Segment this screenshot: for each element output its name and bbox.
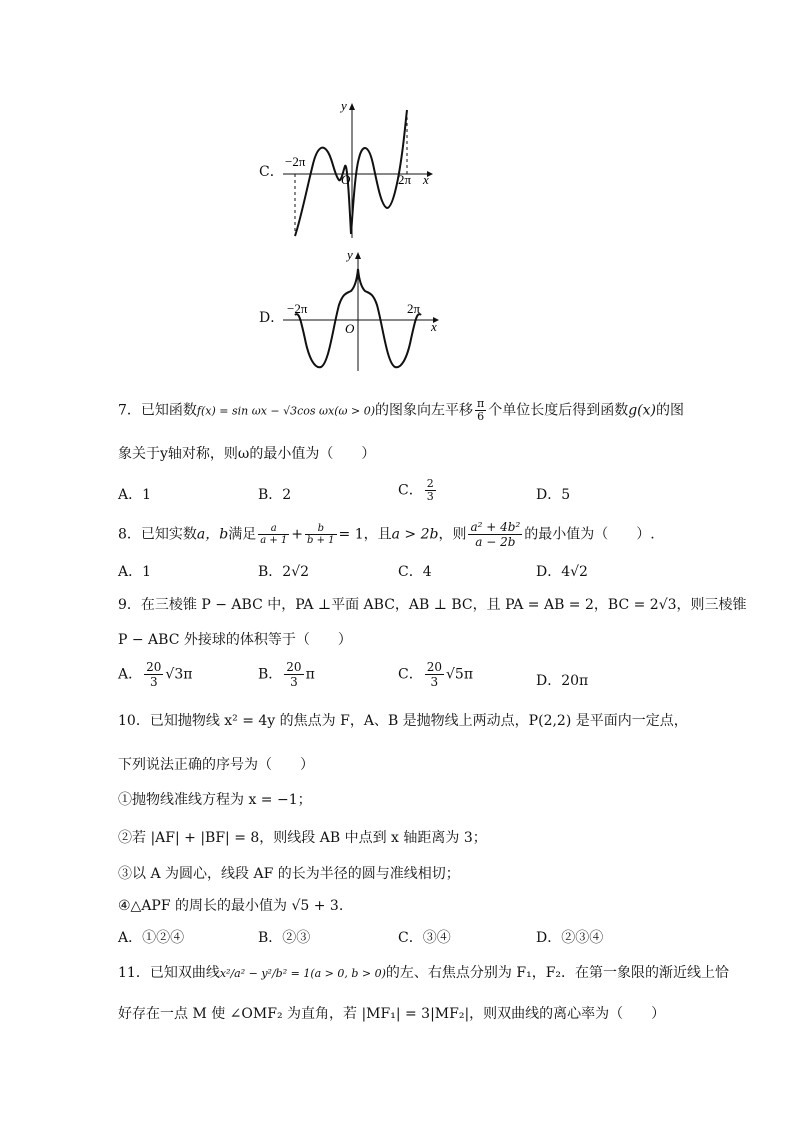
q9-option-c [398, 660, 473, 689]
q7-shift-fraction [475, 398, 486, 423]
q10-statement-3: ③以 A 为圆心，线段 AF 的长为半径的圆与准线相切； [118, 866, 460, 882]
q10-line2: 下列说法正确的序号为（ ） [118, 757, 314, 773]
figure-c-left-tick: −2π [285, 154, 306, 169]
q7-line1 [118, 398, 684, 423]
q7-option-c [398, 478, 438, 503]
q8-expr-num: a² + 4b² [470, 520, 521, 534]
q11-line1 [118, 962, 729, 982]
q8-frac2-num: b [305, 523, 337, 535]
q7-option-c-den: 3 [426, 490, 434, 503]
q7-option-c-num: 2 [426, 477, 434, 490]
figure-d-origin: O [345, 321, 355, 336]
q7-function: f(x) = sin ωx − √3cos ωx(ω > 0) [196, 404, 375, 418]
q9-option-c-label: C． [398, 666, 423, 683]
q10-option-c: C．③④ [398, 930, 451, 946]
q8-option-c: C．4 [398, 564, 432, 580]
figure-d-y-axis-label: y [347, 247, 353, 262]
q9-option-b-num: 20 [286, 660, 302, 674]
q8-option-a: A．1 [118, 564, 152, 580]
q9-option-a-label: A． [118, 666, 143, 683]
q9-option-b-label: B． [258, 666, 283, 683]
figure-d-left-tick: −2π [287, 301, 308, 316]
q11-prefix: 11．已知双曲线 [118, 965, 220, 981]
q8-frac2-den: b + 1 [307, 535, 335, 546]
q9-option-d: D．20π [536, 673, 589, 689]
q9-option-a [118, 660, 192, 689]
figure-c-y-axis-label: y [341, 98, 347, 113]
figure-d-graph [255, 247, 445, 377]
q11-line2: 好存在一点 M 使 ∠OMF₂ 为直角，若 |MF₁| = 3|MF₂|，则双曲线的离心率为（ ） [118, 1006, 666, 1022]
q7-option-c-fraction [425, 478, 436, 503]
q8-option-d: D．4√2 [536, 564, 588, 580]
q10-option-d: D．②③④ [536, 930, 604, 946]
q7-suffix: 个单位长度后得到函数 [488, 402, 629, 419]
q10-statement-1: ①抛物线准线方程为 x = −1； [118, 792, 312, 808]
figure-d-label: D． [259, 310, 285, 326]
q8-then: ，则 [438, 526, 467, 543]
q9-line1: 9．在三棱锥 P − ABC 中，PA ⊥平面 ABC，AB ⊥ BC，且 PA = AB = 2，BC = 2√3，则三棱锥 [118, 597, 747, 613]
q8-expr [468, 520, 522, 549]
q10-option-b: B．②③ [258, 930, 311, 946]
figure-d-x-axis-label: x [431, 319, 437, 334]
q9-option-b-den: 3 [290, 675, 298, 689]
q7-option-b: B．2 [258, 487, 292, 503]
q9-option-c-tail: √5π [446, 666, 474, 683]
q9-option-b [258, 660, 315, 689]
q9-option-c-num: 20 [426, 660, 442, 674]
q9-option-a-tail: √3π [165, 666, 193, 683]
q9-option-b-fraction [284, 660, 303, 689]
q10-line1: 10．已知抛物线 x² = 4y 的焦点为 F，A、B 是抛物线上两动点，P(2,2) 是平面内一定点， [118, 713, 688, 729]
q10-option-a: A．①②④ [118, 930, 185, 946]
q8-frac1-num: a [258, 523, 289, 535]
q9-line2: P − ABC 外接球的体积等于（ ） [118, 632, 352, 648]
q8-option-b: B．2√2 [258, 564, 310, 580]
figure-c-right-tick: 2π [398, 172, 412, 187]
q7-end: 的图 [656, 402, 684, 419]
q9-option-a-fraction [144, 660, 163, 689]
q8-frac1 [258, 523, 289, 546]
q7-prefix: 7．已知函数 [118, 402, 197, 419]
q11-hyperbola: x²/a² − y²/b² = 1(a > 0, b > 0) [219, 967, 386, 980]
q8-cond: a > 2b [391, 526, 439, 543]
figure-c-label: C． [259, 164, 284, 180]
q9-option-b-tail: π [305, 666, 315, 683]
q7-line2: 象关于y轴对称，则ω的最小值为（ ） [118, 446, 376, 462]
q7-option-c-label: C． [398, 482, 423, 499]
figure-c-origin: O [341, 172, 351, 187]
q8-frac1-den: a + 1 [260, 535, 288, 546]
q9-option-c-fraction [425, 660, 444, 689]
q8-expr-den: a − 2b [475, 535, 516, 549]
q8-mid: 满足 [228, 526, 257, 543]
q8-frac2 [305, 523, 337, 546]
figure-c-block [255, 98, 445, 243]
q7-option-d: D．5 [536, 487, 571, 503]
figure-c-x-axis-label: x [423, 172, 429, 187]
q8-end: 的最小值为（ ）. [524, 526, 655, 543]
q9-option-a-num: 20 [146, 660, 162, 674]
q11-mid: 的左、右焦点分别为 F₁，F₂．在第一象限的渐近线上恰 [385, 965, 730, 981]
q8-line1: 8．已知实数a，b满足 $\frac{a}{a + 1}$ + $\frac{b}{b + 1}$ = 1，且a > 2b，则 $\frac{\text{a² + 4b²}}{a - 2b}$ 的最小值为（ ）. [118, 520, 655, 549]
figure-c-graph [255, 98, 445, 243]
q7-shift-num: π [476, 397, 485, 410]
q9-option-c-den: 3 [430, 675, 439, 689]
q8-vars: a，b [196, 526, 229, 543]
q7-shift-den: 6 [477, 410, 485, 423]
q8-eq: = 1，且 [338, 526, 392, 543]
q10-statement-4: ④△APF 的周长的最小值为 √5 + 3. [118, 898, 344, 914]
q7-gfunc: g(x) [628, 402, 656, 419]
q10-statement-2: ②若 |AF| + |BF| = 8，则线段 AB 中点到 x 轴距离为 3； [118, 830, 487, 846]
q8-prefix: 8．已知实数 [118, 526, 197, 543]
q7-mid: 的图象向左平移 [374, 402, 473, 419]
q9-option-a-den: 3 [149, 675, 158, 689]
q7-option-a: A．1 [118, 487, 152, 503]
figure-d-right-tick: 2π [407, 301, 421, 316]
figure-d-block [255, 247, 445, 377]
